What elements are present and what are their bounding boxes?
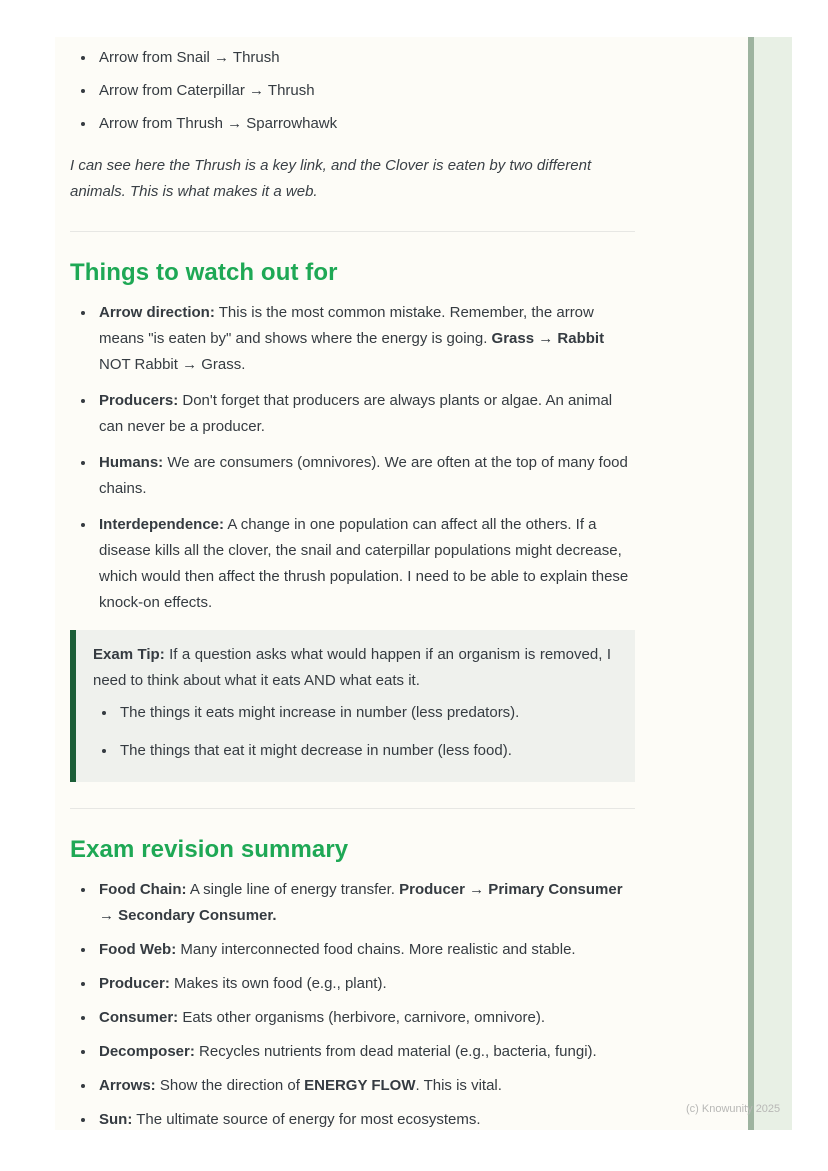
exam-tip-lead: Exam Tip: — [93, 646, 165, 663]
list-item — [117, 700, 611, 726]
list-item-text: The things it eats might increase in number (less predators). — [120, 704, 520, 721]
item-strong: ENERGY FLOW — [304, 1077, 416, 1094]
item-strong: Producer → Primary Consumer → Secondary Consumer. — [99, 881, 623, 924]
item-body: The ultimate source of energy for most ecosystems. — [132, 1111, 481, 1128]
item-lead: Decomposer: — [99, 1043, 195, 1060]
list-item — [96, 388, 635, 440]
list-item — [96, 300, 635, 378]
item-body: Don't forget that producers are always plants or algae. An animal can never be a producer. — [99, 392, 613, 435]
section-heading-summary: Exam revision summary — [70, 836, 349, 863]
item-lead: Producers: — [99, 392, 179, 409]
item-body: Many interconnected food chains. More realistic and stable. — [176, 941, 576, 958]
item-body: Show the direction of — [155, 1077, 305, 1094]
page-content — [55, 37, 748, 1133]
item-body: Eats other organisms (herbivore, carnivore, omnivore). — [178, 1009, 545, 1026]
summary-list — [70, 877, 635, 1133]
copyright-watermark: (c) Knowunity 2025 — [686, 1103, 781, 1115]
item-lead: Sun: — [99, 1111, 133, 1128]
list-item — [96, 877, 635, 929]
section-divider — [70, 808, 635, 809]
item-lead: Consumer: — [99, 1009, 179, 1026]
list-item — [96, 78, 635, 104]
list-item — [96, 1073, 635, 1099]
list-item-text: Arrow from Snail → Thrush — [99, 49, 280, 66]
list-item-text: Arrow from Thrush → Sparrowhawk — [99, 115, 338, 132]
item-body: Makes its own food (e.g., plant). — [169, 975, 387, 992]
document-page — [55, 37, 748, 1130]
item-body: We are consumers (omnivores). We are often at the top of many food chains. — [99, 454, 628, 497]
exam-tip-body: If a question asks what would happen if an organism is removed, I need to think about what it eats AND what eats it. — [93, 646, 611, 689]
list-item-text: The things that eat it might decrease in number (less food). — [120, 742, 512, 759]
list-item — [96, 111, 635, 137]
section-heading-watch-out: Things to watch out for — [70, 259, 338, 286]
italic-note: I can see here the Thrush is a key link, and the Clover is eaten by two different animals. This is what makes it a web. — [70, 157, 592, 200]
item-body: A change in one population can affect all the others. If a disease kills all the clover, the snail and caterpillar populations might decrease, which would then affect the thrush population. I need to be able to explain these knock-on effects. — [99, 516, 629, 611]
exam-tip-list — [93, 700, 611, 764]
item-body: Recycles nutrients from dead material (e.g., bacteria, fungi). — [194, 1043, 597, 1060]
list-item — [96, 971, 635, 997]
item-lead: Humans: — [99, 454, 164, 471]
list-item — [96, 1005, 635, 1031]
list-item — [96, 1039, 635, 1065]
item-lead: Food Chain: — [99, 881, 187, 898]
next-page-edge — [748, 37, 792, 1130]
item-body: This is the most common mistake. Remember, the arrow means "is eaten by" and shows where the energy is going. — [99, 304, 594, 347]
list-item — [117, 738, 611, 764]
list-item — [96, 450, 635, 502]
item-lead: Arrows: — [99, 1077, 156, 1094]
exam-tip-callout — [70, 630, 635, 782]
list-item — [96, 45, 635, 71]
list-item — [96, 937, 635, 963]
list-item — [96, 512, 635, 616]
watch-out-list — [70, 300, 635, 616]
item-lead: Arrow direction: — [99, 304, 215, 321]
item-tail: NOT Rabbit → Grass. — [99, 356, 246, 373]
item-strong: Grass → Rabbit — [491, 330, 605, 347]
item-lead: Interdependence: — [99, 516, 225, 533]
arrow-list — [70, 45, 635, 137]
item-lead: Producer: — [99, 975, 170, 992]
list-item — [96, 1107, 635, 1133]
item-body: A single line of energy transfer. — [186, 881, 400, 898]
section-divider — [70, 231, 635, 232]
exam-tip-paragraph — [93, 642, 611, 694]
item-tail: . This is vital. — [415, 1077, 502, 1094]
list-item-text: Arrow from Caterpillar → Thrush — [99, 82, 315, 99]
item-lead: Food Web: — [99, 941, 177, 958]
